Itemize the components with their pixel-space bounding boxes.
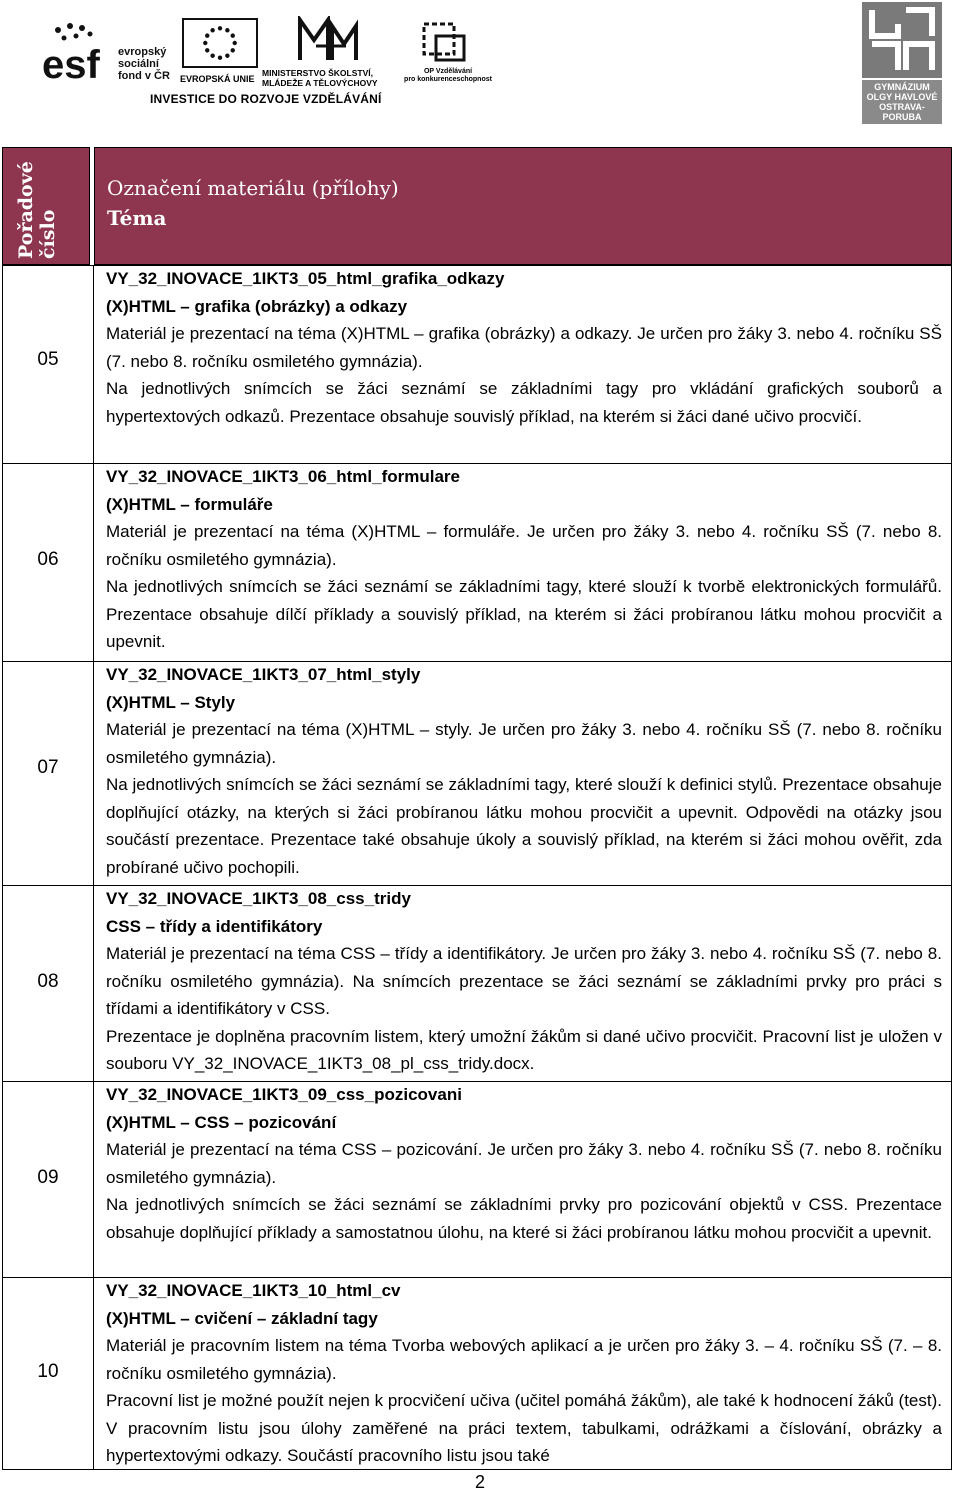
header-number-cell: [2, 147, 90, 265]
material-code: VY_32_INOVACE_1IKT3_06_html_formulare: [106, 467, 461, 486]
header-label: Označení materiálu (přílohy): [107, 176, 399, 200]
eu-star-icon: [205, 48, 209, 52]
row-content: [106, 661, 942, 881]
eu-star-icon: [225, 28, 229, 32]
material-description: Materiál je prezentací na téma CSS – pozicování. Je určen pro žáky 3. nebo 4. ročníku SŠ (7. nebo 8. ročníku osmiletého gymnázia).: [106, 1140, 942, 1187]
school-mark-icon: [862, 2, 942, 78]
material-code: VY_32_INOVACE_1IKT3_05_html_grafika_odkazy: [106, 269, 505, 288]
header-number-label: Pořadové číslo: [15, 161, 59, 259]
row-number: 05: [37, 349, 59, 370]
material-description: Na jednotlivých snímcích se žáci seznámí se základními tagy, které slouží k definici stylů. Prezentace obsahuje doplňující otázky, na kterých si žáci probíranou látku mohou procvičit a upevnit. Odpovědi na otázky jsou součástí prezentace. Prezentace také obsahuje úkoly a souvislý příklad, na kterém si žáci mohou ověřit, zda probírané učivo pochopili.: [106, 775, 942, 877]
eu-star-icon: [218, 26, 222, 30]
svg-text:esf: esf: [42, 43, 100, 84]
table-row: [2, 265, 952, 463]
school-caption: GYMNÁZIUM OLGY HAVLOVÉ OSTRAVA-PORUBA: [862, 80, 942, 124]
row-content: [106, 1277, 942, 1469]
material-description: Materiál je prezentací na téma CSS – třídy a identifikátory. Je určen pro žáky 3. nebo 4. ročníku SŠ (7. nebo 8. ročníku osmiletého gymnázia). Na snímcích prezentace se žáci seznámí se základními prvky pro práci s třídami a identifikátory v CSS.: [106, 944, 942, 1018]
eu-star-icon: [210, 54, 214, 58]
table-row: [2, 885, 952, 1081]
material-description: Na jednotlivých snímcích se žáci seznámí se základními prvky pro pozicování objektů v CSS. Prezentace obsahuje doplňující příklady a samostatnou úlohu, na které si žáci probíranou látku mohou procvičit a upevnit.: [106, 1195, 942, 1242]
eu-star-icon: [218, 56, 222, 60]
row-number: 08: [37, 971, 59, 992]
esf-mark-icon: [40, 18, 112, 84]
page-number: 2: [474, 1472, 485, 1492]
op-mark-icon: [422, 22, 466, 62]
table-row: [2, 463, 952, 661]
material-description: Materiál je pracovním listem na téma Tvorba webových aplikací a je určen pro žáky 3. – 4. ročníku SŠ (7. – 8. ročníku osmiletého gymnázia).: [106, 1336, 942, 1383]
esf-logo: [40, 18, 170, 88]
material-title: (X)HTML – grafika (obrázky) a odkazy: [106, 296, 408, 316]
header-topic: Téma: [107, 206, 167, 230]
row-number: 09: [37, 1167, 59, 1188]
eu-caption: EVROPSKÁ UNIE: [180, 74, 255, 84]
material-code: VY_32_INOVACE_1IKT3_07_html_styly: [106, 665, 421, 684]
eu-logo: [180, 18, 260, 88]
row-content: [106, 265, 942, 430]
material-code: VY_32_INOVACE_1IKT3_09_css_pozicovani: [106, 1085, 462, 1104]
row-content: [106, 463, 942, 656]
esf-text: evropský sociální fond v ČR: [118, 46, 170, 82]
eu-star-icon: [233, 41, 237, 45]
material-code: VY_32_INOVACE_1IKT3_10_html_cv: [106, 1281, 401, 1300]
material-description: Materiál je prezentací na téma (X)HTML – styly. Je určen pro žáky 3. nebo 4. ročníku SŠ (7. nebo 8. ročníku osmiletého gymnázia).: [106, 720, 942, 767]
material-code: VY_32_INOVACE_1IKT3_08_css_tridy: [106, 889, 411, 908]
material-title: CSS – třídy a identifikátory: [106, 916, 323, 936]
material-title: (X)HTML – cvičení – základní tagy: [106, 1308, 378, 1328]
logo-bar: [0, 0, 960, 125]
row-number: 07: [37, 757, 59, 778]
op-caption: OP Vzdělávání pro konkurenceschopnost: [404, 68, 492, 83]
eu-flag-icon: [182, 18, 258, 68]
material-description: Pracovní list je možné použít nejen k procvičení učiva (učitel pomáhá žákům), ale také k hodnocení žáků (test). V pracovním listu jsou úlohy zaměřené na práci textem, tabulkami, odrážkami a číslování, obrázky a hypertextovými odkazy. Součástí pracovního listu jsou také: [106, 1391, 942, 1465]
table-row: [2, 661, 952, 885]
msmt-logo: [262, 16, 402, 88]
material-description: Prezentace je doplněna pracovním listem, který umožní žákům si dané učivo procvičit. Pracovní list je uložen v souboru VY_32_INOVACE_1IKT3_08_pl_css_tridy.docx.: [106, 1026, 942, 1073]
table-header: [2, 147, 952, 265]
row-content: [106, 885, 942, 1078]
material-title: (X)HTML – Styly: [106, 692, 236, 712]
eu-star-icon: [231, 33, 235, 37]
row-content: [106, 1081, 942, 1246]
row-number: 06: [37, 549, 59, 570]
invest-text: INVESTICE DO ROZVOJE VZDĚLÁVÁNÍ: [150, 92, 382, 106]
school-logo: [862, 2, 942, 124]
row-number: 10: [37, 1361, 59, 1382]
eu-star-icon: [210, 28, 214, 32]
table-row: [2, 1081, 952, 1277]
material-title: (X)HTML – formuláře: [106, 494, 273, 514]
header-main-cell: [94, 147, 952, 265]
eu-star-icon: [205, 33, 209, 37]
eu-star-icon: [225, 54, 229, 58]
msmt-mark-icon: [296, 16, 366, 64]
material-description: Materiál je prezentací na téma (X)HTML – formuláře. Je určen pro žáky 3. nebo 4. ročníku SŠ (7. nebo 8. ročníku osmiletého gymnázia).: [106, 522, 942, 569]
table-row: [2, 1277, 952, 1469]
material-description: Na jednotlivých snímcích se žáci seznámí se základními tagy pro vkládání grafických souborů a hypertextových odkazů. Prezentace obsahuje souvislý příklad, na kterém si žáci dané učivo procvičí.: [106, 379, 942, 426]
msmt-caption: MINISTERSTVO ŠKOLSTVÍ, MLÁDEŽE A TĚLOVÝCHOVY: [262, 68, 378, 88]
eu-star-icon: [231, 48, 235, 52]
op-logo: [398, 22, 498, 88]
eu-star-icon: [203, 41, 207, 45]
material-description: Na jednotlivých snímcích se žáci seznámí se základními tagy, které slouží k tvorbě elektronických formulářů. Prezentace obsahuje dílčí příklady a souvislý příklad, na kterém si žáci probíranou látku mohou procvičit a upevnit.: [106, 577, 942, 651]
material-title: (X)HTML – CSS – pozicování: [106, 1112, 337, 1132]
material-description: Materiál je prezentací na téma (X)HTML – grafika (obrázky) a odkazy. Je určen pro žáky 3. nebo 4. ročníku SŠ (7. nebo 8. ročníku osmiletého gymnázia).: [106, 324, 942, 371]
